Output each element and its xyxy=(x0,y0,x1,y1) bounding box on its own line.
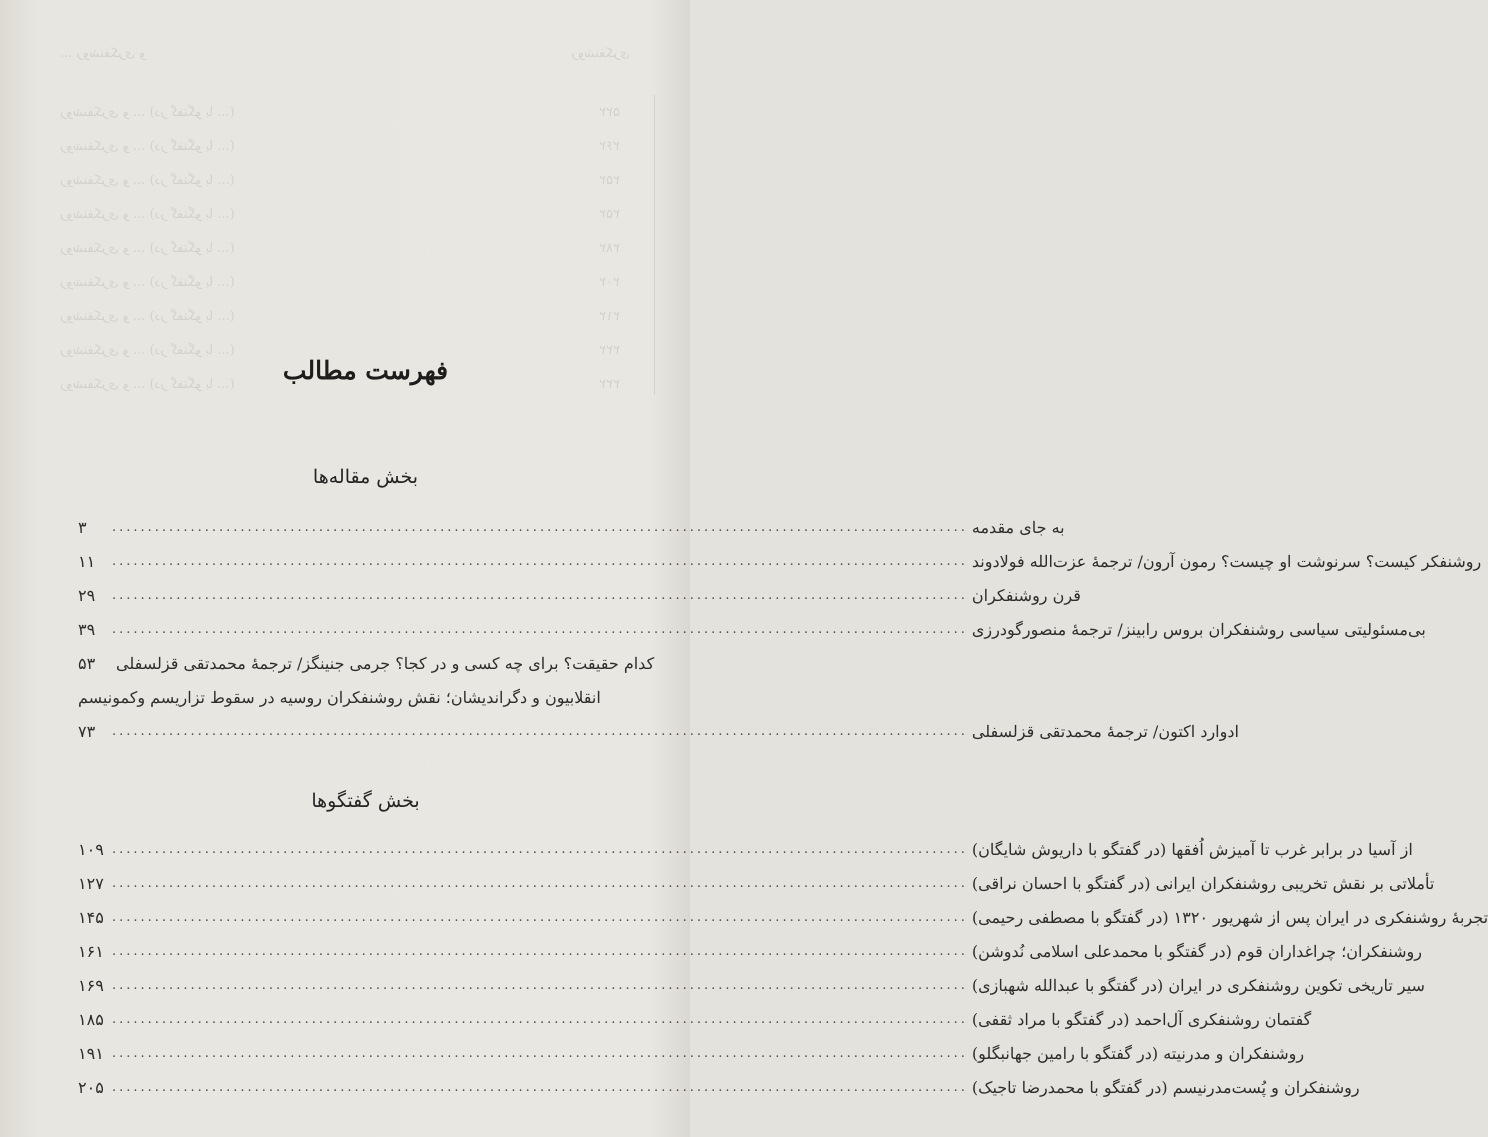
page-title: فهرست مطالب xyxy=(282,356,449,385)
dot-leader: ........................................................................................................................ xyxy=(112,621,968,637)
toc-page-number: ۵۳ xyxy=(78,653,96,673)
bleed-through-text: روشنفکری و ... (در گفتگو با ...) xyxy=(60,104,235,120)
bleed-through-line xyxy=(60,265,620,299)
bleed-through-rule xyxy=(654,95,655,395)
toc-entry xyxy=(78,612,1426,646)
toc-list-interviews xyxy=(78,832,1488,1104)
toc-page-number: ۱۲۷ xyxy=(78,873,104,893)
toc-entry-label: روشنفکران و پُست‌مدرنیسم (در گفتگو با محمدرضا تاجیک) xyxy=(971,1077,1360,1097)
toc-entry xyxy=(78,680,1239,748)
toc-entry-label: روشنفکران؛ چراغداران قوم (در گفتگو با محمدعلی اسلامی نُدوشن) xyxy=(971,941,1422,961)
bleed-through-text: روشنفکری و ... (در گفتگو با ...) xyxy=(60,240,235,256)
toc-page-number: ۳ xyxy=(78,517,87,537)
dot-leader: ........................................................................................................................ xyxy=(112,841,968,857)
toc-entry-label: روشنفکر کیست؟ سرنوشت او چیست؟ رمون آرون/ ترجمهٔ عزت‌الله فولادوند xyxy=(971,551,1482,571)
toc-page-number: ۷۳ xyxy=(78,721,96,741)
toc-entry xyxy=(78,900,1488,934)
toc-entry xyxy=(78,544,1482,578)
bleed-through-line xyxy=(60,95,620,129)
dot-leader: ........................................................................................................................ xyxy=(112,723,968,739)
dot-leader: ........................................................................................................................ xyxy=(112,587,968,603)
bleed-through-page: ۲۶۲ xyxy=(599,138,620,154)
toc-entry-label: انقلابیون و دگراندیشان؛ نقش روشنفکران روسیه در سقوط تزاریسم وکمونیسم xyxy=(78,687,601,707)
bleed-through-page: ۲۸۲ xyxy=(599,240,620,256)
toc-entry xyxy=(78,968,1425,1002)
toc-page-number: ۱۸۵ xyxy=(78,1009,104,1029)
dot-leader: ........................................................................................................................ xyxy=(112,1079,968,1095)
toc-entry-label: از آسیا در برابر غرب تا آمیزش اُفقها (در گفتگو با داریوش شایگان) xyxy=(971,839,1413,859)
bleed-through-text: روشنفکری و ... (در گفتگو با ...) xyxy=(60,274,235,290)
bleed-through-page: ۲۵۲ xyxy=(599,206,620,222)
bleed-through-text: روشنفکری و ... (در گفتگو با ...) xyxy=(60,342,235,358)
toc-entry xyxy=(78,510,1065,544)
bleed-through-line xyxy=(60,163,620,197)
bleed-through-text: روشنفکری و ... (در گفتگو با ...) xyxy=(60,138,235,154)
toc-page-number: ۱۱ xyxy=(78,551,96,571)
toc-entry-label: به جای مقدمه xyxy=(971,517,1065,537)
toc-entry-label-continued: ادوارد اکتون/ ترجمهٔ محمدتقی قزلسفلی xyxy=(971,721,1239,741)
toc-entry-label: روشنفکران و مدرنیته (در گفتگو با رامین جهانبگلو) xyxy=(971,1043,1305,1063)
toc-entry xyxy=(78,1070,1360,1104)
dot-leader: ........................................................................................................................ xyxy=(112,1011,968,1027)
toc-page-number: ۲۰۵ xyxy=(78,1077,104,1097)
bleed-through-header-right: روشنفکری و ... xyxy=(60,46,146,61)
toc-entry-label: سیر تاریخی تکوین روشنفکری در ایران (در گفتگو با عبدالله شهبازی) xyxy=(971,975,1425,995)
dot-leader: ........................................................................................................................ xyxy=(112,553,968,569)
toc-page-number: ۱۶۱ xyxy=(78,941,104,961)
toc-list-articles xyxy=(78,510,1482,748)
bleed-through-text: روشنفکری و ... (در گفتگو با ...) xyxy=(60,308,235,324)
dot-leader: ........................................................................................................................ xyxy=(112,977,968,993)
section-heading-interviews: بخش گفتگوها xyxy=(311,790,420,812)
dot-leader: ........................................................................................................................ xyxy=(112,1045,968,1061)
bleed-through-header xyxy=(60,46,630,66)
bleed-through-text: روشنفکری و ... (در گفتگو با ...) xyxy=(60,172,235,188)
toc-page-number: ۱۰۹ xyxy=(78,839,104,859)
dot-leader: ........................................................................................................................ xyxy=(112,943,968,959)
bleed-through-text: روشنفکری و ... (در گفتگو با ...) xyxy=(60,376,235,392)
dot-leader: ........................................................................................................................ xyxy=(112,519,968,535)
toc-entry xyxy=(78,578,1081,612)
toc-entry-label: گفتمان روشنفکری آل‌احمد (در گفتگو با مراد ثقفی) xyxy=(971,1009,1312,1029)
bleed-through-page: ۲۲۲ xyxy=(599,376,620,392)
section-heading-articles: بخش مقاله‌ها xyxy=(312,466,419,488)
bleed-through-text: روشنفکری و ... (در گفتگو با ...) xyxy=(60,206,235,222)
bleed-through-line xyxy=(60,299,620,333)
toc-entry xyxy=(78,1002,1312,1036)
bleed-through-page: ۲۵۲ xyxy=(599,172,620,188)
bleed-through-line xyxy=(60,197,620,231)
toc-entry xyxy=(78,646,653,680)
bleed-through-header-left: روشنفکری xyxy=(571,46,630,61)
toc-entry xyxy=(78,866,1435,900)
bleed-through-page: ۲۰۲ xyxy=(599,274,620,290)
bleed-through-page: ۵۲۲ xyxy=(599,104,620,120)
toc-entry xyxy=(78,934,1422,968)
toc-entry-label: تأملاتی بر نقش تخریبی روشنفکران ایرانی (در گفتگو با احسان نراقی) xyxy=(971,873,1435,893)
toc-page-number: ۱۹۱ xyxy=(78,1043,104,1063)
toc-entry-label: تجربهٔ روشنفکری در ایران پس از شهریور ۱۳۲۰ (در گفتگو با مصطفی رحیمی) xyxy=(971,907,1488,927)
bleed-through-page: ۲۲۲ xyxy=(599,342,620,358)
toc-page-number: ۱۴۵ xyxy=(78,907,104,927)
toc-entry xyxy=(78,832,1413,866)
bleed-through-page: ۲۱۲ xyxy=(599,308,620,324)
dot-leader: ........................................................................................................................ xyxy=(112,909,968,925)
toc-page-number: ۳۹ xyxy=(78,619,96,639)
toc-entry-label: بی‌مسئولیتی سیاسی روشنفکران بروس رابینز/ ترجمهٔ منصورگودرزی xyxy=(971,619,1426,639)
toc-entry-label: کدام حقیقت؟ برای چه کسی و در کجا؟ جرمی جنینگز/ ترجمهٔ محمدتقی قزلسفلی xyxy=(116,653,655,673)
toc-page-number: ۲۹ xyxy=(78,585,96,605)
bleed-through-line xyxy=(60,231,620,265)
toc-entry xyxy=(78,1036,1305,1070)
bleed-through-line xyxy=(60,129,620,163)
dot-leader: ........................................................................................................................ xyxy=(112,875,968,891)
toc-entry-label: قرن روشنفکران xyxy=(971,585,1081,605)
toc-page-number: ۱۶۹ xyxy=(78,975,104,995)
